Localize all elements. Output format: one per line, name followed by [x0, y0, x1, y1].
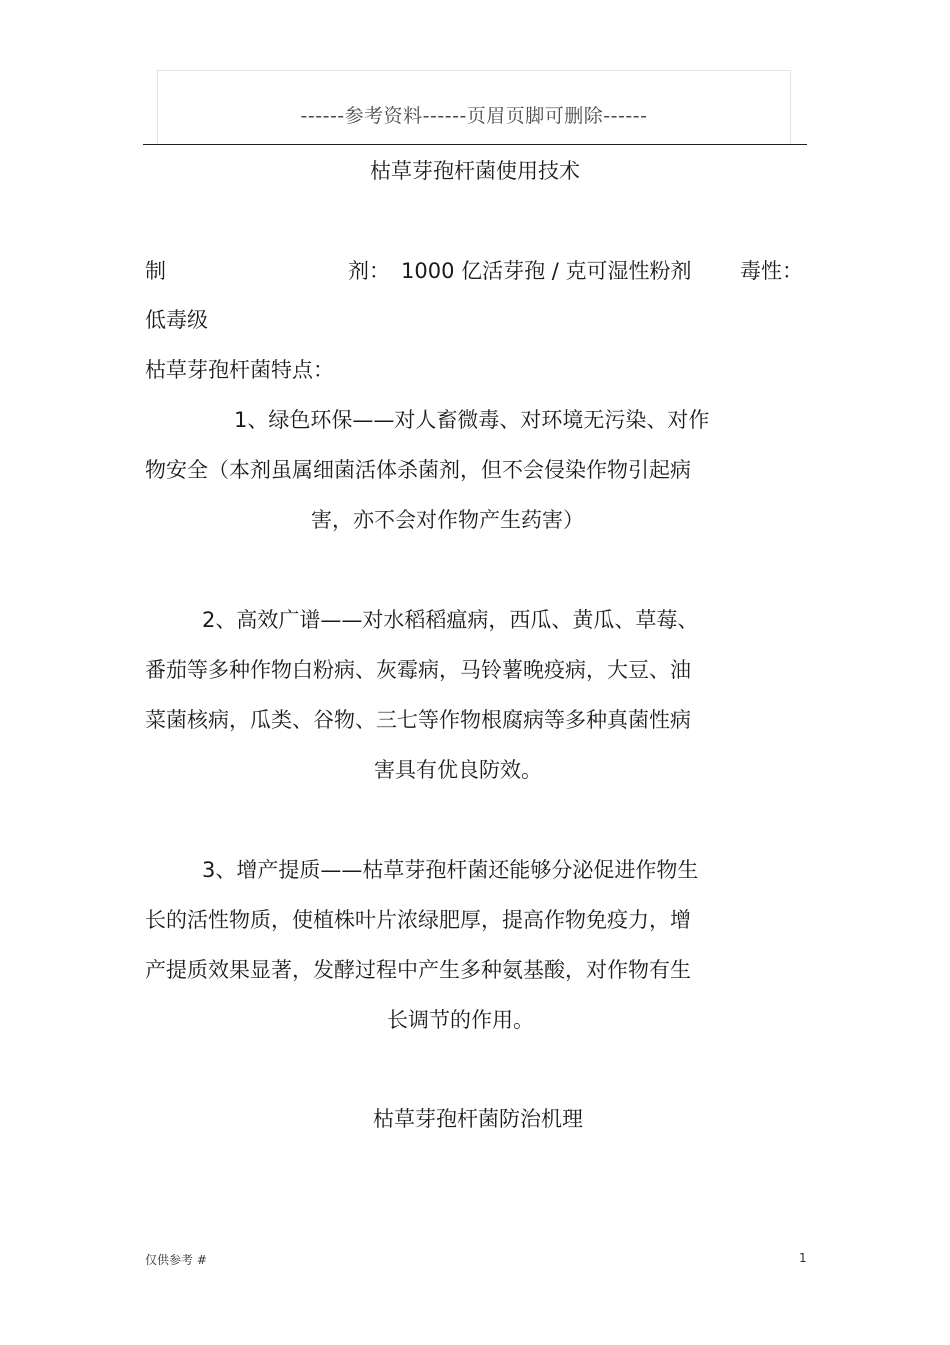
formulation-label-part2: 剂：	[348, 259, 390, 283]
feature1-line1: 1、绿色环保——对人畜微毒、对环境无污染、对作	[234, 408, 710, 432]
document-title: 枯草芽孢杆菌使用技术	[370, 159, 580, 183]
feature3-line3: 产提质效果显著，发酵过程中产生多种氨基酸，对作物有生	[145, 958, 691, 982]
feature3-line4: 长调节的作用。	[387, 1008, 534, 1032]
page-number: 1	[799, 1251, 807, 1265]
features-heading: 枯草芽孢杆菌特点：	[145, 358, 334, 382]
toxicity-value: 低毒级	[145, 308, 208, 332]
feature3-line1: 3、增产提质——枯草芽孢杆菌还能够分泌促进作物生	[202, 858, 699, 882]
page-header	[157, 70, 791, 144]
feature3-line2: 长的活性物质，使植株叶片浓绿肥厚，提高作物免疫力，增	[145, 908, 691, 932]
feature2-line1: 2、高效广谱——对水稻稻瘟病，西瓜、黄瓜、草莓、	[202, 608, 699, 632]
formulation-value: 1000 亿活芽孢 / 克可湿性粉剂	[401, 259, 692, 283]
header-banner: ------参考资料------页眉页脚可删除------	[300, 105, 648, 127]
formulation-label-part1: 制	[145, 259, 166, 283]
toxicity-label: 毒性：	[740, 259, 803, 283]
mechanism-heading: 枯草芽孢杆菌防治机理	[373, 1107, 583, 1131]
header-divider	[143, 144, 807, 145]
feature2-line4: 害具有优良防效。	[374, 758, 542, 782]
feature2-line2: 番茄等多种作物白粉病、灰霉病，马铃薯晚疫病，大豆、油	[145, 658, 691, 682]
feature1-line3: 害，亦不会对作物产生药害）	[311, 508, 584, 532]
footer-note: 仅供参考 #	[145, 1253, 207, 1267]
feature1-line2: 物安全（本剂虽属细菌活体杀菌剂，但不会侵染作物引起病	[145, 458, 691, 482]
feature2-line3: 菜菌核病，瓜类、谷物、三七等作物根腐病等多种真菌性病	[145, 708, 691, 732]
